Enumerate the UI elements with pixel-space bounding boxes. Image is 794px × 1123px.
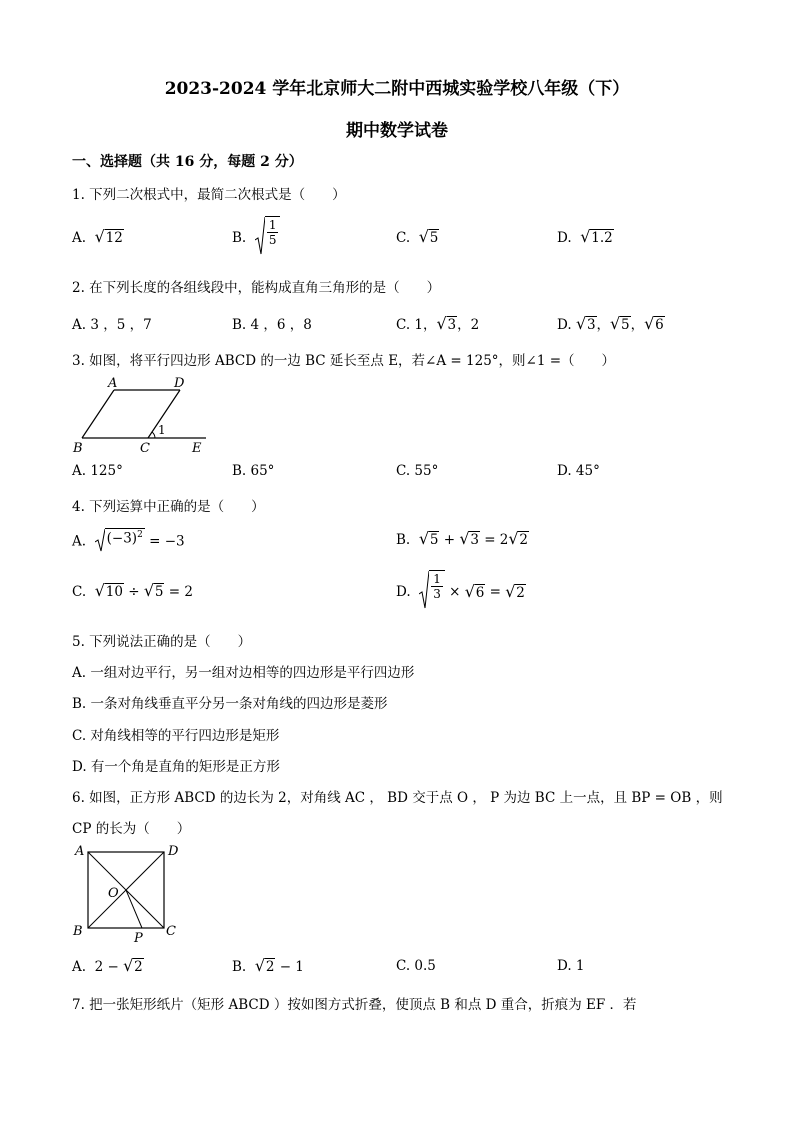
q1-option-b: B. $\frac{1}{5}$ bbox=[232, 216, 280, 260]
q1-option-d: D. √ 1.2 bbox=[557, 227, 613, 246]
q6-option-b: B. √ 2 − 1 bbox=[232, 956, 304, 975]
q6-option-a: A. 2 − √ 2 bbox=[72, 956, 143, 975]
question-4-stem: 4. 下列运算中正确的是（ ） bbox=[72, 499, 265, 515]
label-1: 1 bbox=[158, 423, 166, 437]
q6-option-c: C. 0.5 bbox=[396, 958, 436, 974]
side-AB bbox=[82, 390, 114, 438]
section-heading: 一、选择题（共 16 分，每题 2 分） bbox=[72, 154, 303, 170]
label-P: P bbox=[134, 931, 143, 946]
q4-option-c: C. √ 10 ÷ √ 5 = 2 bbox=[72, 581, 193, 600]
q3-option-a: A. 125° bbox=[72, 463, 123, 479]
question-5-stem: 5. 下列说法正确的是（ ） bbox=[72, 634, 252, 650]
q6-option-d: D. 1 bbox=[557, 958, 585, 974]
q1-option-a: A. √ 12 bbox=[72, 227, 123, 246]
q5-option-a: A. 一组对边平行，另一组对边相等的四边形是平行四边形 bbox=[72, 665, 415, 681]
parallelogram-figure bbox=[70, 372, 220, 458]
q5-option-b: B. 一条对角线垂直平分另一条对角线的四边形是菱形 bbox=[72, 696, 388, 712]
label-D: D bbox=[168, 844, 179, 859]
q5-option-c: C. 对角线相等的平行四边形是矩形 bbox=[72, 728, 280, 744]
q3-option-b: B. 65° bbox=[232, 463, 275, 479]
label-B: B bbox=[73, 441, 83, 456]
q2-option-d: D. √ 3， √ 5， √ 6 bbox=[557, 314, 664, 333]
q3-option-c: C. 55° bbox=[396, 463, 439, 479]
q5-option-d: D. 有一个角是直角的矩形是正方形 bbox=[72, 759, 280, 775]
label-C: C bbox=[166, 924, 176, 939]
segment-OP bbox=[126, 890, 142, 928]
question-6-stem-line2: CP 的长为（ ） bbox=[72, 821, 191, 837]
question-1-stem: 1. 下列二次根式中，最简二次根式是（ ） bbox=[72, 187, 346, 203]
label-D: D bbox=[174, 376, 185, 391]
q2-option-b: B. 4 ，6 ，8 bbox=[232, 317, 312, 333]
label-E: E bbox=[192, 441, 202, 456]
label-A: A bbox=[108, 376, 118, 391]
question-7-stem: 7. 把一张矩形纸片（矩形 ABCD ）按如图方式折叠，使顶点 B 和点 D 重合，折痕为 EF ．若 bbox=[72, 997, 637, 1013]
label-O: O bbox=[108, 886, 119, 901]
q1-option-c: C. √ 5 bbox=[396, 227, 439, 246]
label-C: C bbox=[140, 441, 150, 456]
label-A: A bbox=[75, 844, 85, 859]
q3-option-d: D. 45° bbox=[557, 463, 600, 479]
label-B: B bbox=[73, 924, 83, 939]
q4-option-d: D. $\frac{1}{3}$ × √ 6 = √ 2 bbox=[396, 570, 526, 614]
q4-option-b: B. √ 5 + √ 3 = 2 √ 2 bbox=[396, 529, 528, 548]
page-title: 2023-2024 学年北京师大二附中西城实验学校八年级（下） bbox=[164, 79, 630, 99]
square-figure bbox=[70, 838, 190, 946]
page-subtitle: 期中数学试卷 bbox=[346, 121, 448, 141]
q4-option-a: A. $(-3)^2$ = −3 bbox=[72, 528, 185, 556]
q2-option-a: A. 3 ，5 ，7 bbox=[72, 317, 152, 333]
angle-1-arc bbox=[152, 432, 155, 438]
question-2-stem: 2. 在下列长度的各组线段中，能构成直角三角形的是（ ） bbox=[72, 280, 441, 296]
question-3-stem: 3. 如图，将平行四边形 ABCD 的一边 BC 延长至点 E，若∠A = 125°，则∠1 =（ ） bbox=[72, 353, 616, 369]
question-6-stem-line1: 6. 如图，正方形 ABCD 的边长为 2，对角线 AC ， BD 交于点 O ， P 为边 BC 上一点，且 BP = OB ，则 bbox=[72, 790, 723, 806]
q2-option-c: C. 1， √ 3，2 bbox=[396, 314, 480, 333]
